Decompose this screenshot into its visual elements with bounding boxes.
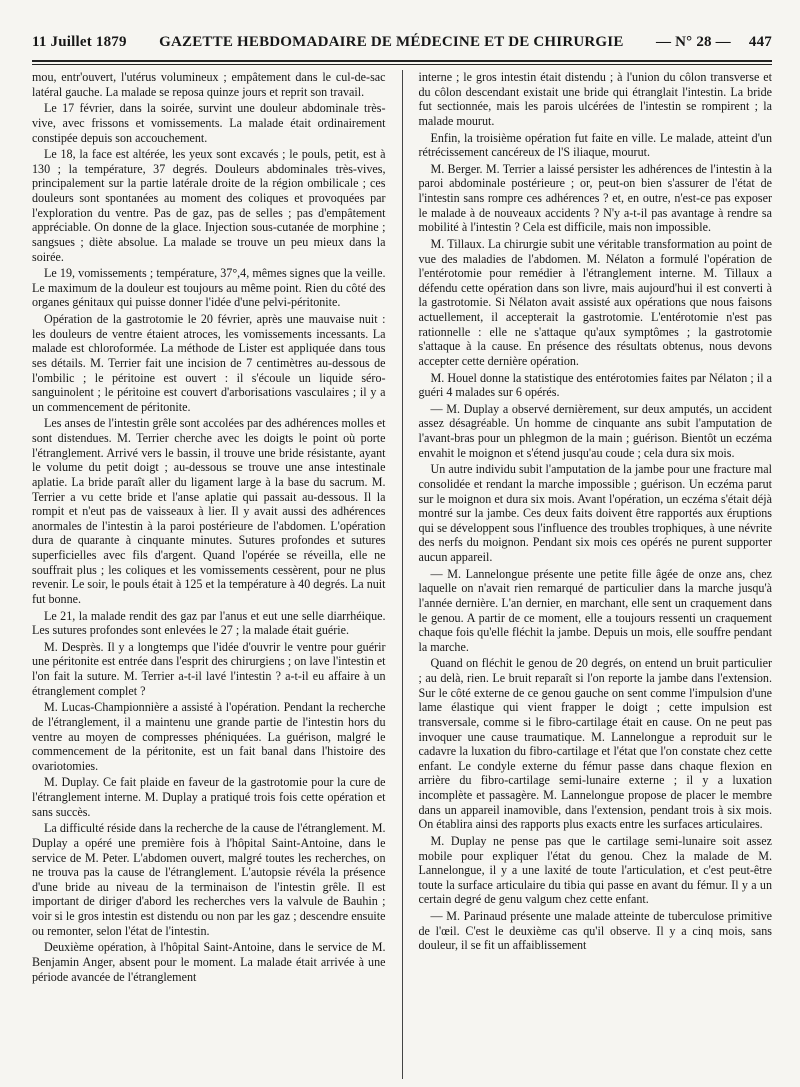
right-column — [418, 70, 772, 1079]
header-date: 11 Juillet 1879 — [32, 34, 127, 50]
paragraph: Le 19, vomissements ; température, 37°,4, mêmes signes que la veille. Le maximum de la douleur est toujours au même point. Rien du côté des organes génitaux qui puisse donner l'idée d'une pelvi-péritonite. — [32, 266, 386, 310]
paragraph: Opération de la gastrotomie le 20 février, après une mauvaise nuit : les douleurs de ventre étaient atroces, les vomissements incessants. La malade est chloroformée. La méthode de Lister est appliquée dans tous ses détails. M. Terrier fait une incision de 7 centimètres au-dessous de l'ombilic ; le péritoine est ouvert : il s'écoule un liquide séro-sanguinolent ; le péritoine est couvert d'arborisations vasculaires ; il y a un commencement de péritonite. — [32, 312, 386, 414]
paragraph: Un autre individu subit l'amputation de la jambe pour une fracture mal consolidée et rendant la marche impossible ; guérison. Un eczéma parut sur le moignon et dura six mois. Avant l'opération, un eczéma s'était déjà montré sur la jambe. Ces deux faits doivent être rapportés aux éruptions qui se développent sous l'influence des troubles trophiques, à une névrite des nerfs du moignon. Pendant six mois ces opérés ne purent supporter aucun appareil. — [418, 462, 772, 564]
column-divider — [402, 70, 403, 1079]
paragraph: M. Duplay ne pense pas que le cartilage semi-lunaire soit assez mobile pour expliquer l'état du genou. Chez la malade de M. Lannelongue, il y a une laxité de toute l'articulation, et c'est peut-être toute la surface articulaire du tibia qui passe en avant du fémur. Il y a un certain degré de genu valgum chez cette enfant. — [418, 833, 772, 907]
paragraph: Enfin, la troisième opération fut faite en ville. Le malade, atteint d'un rétrécissement cancéreux de l'S iliaque, mourut. — [418, 130, 772, 160]
paragraph: Les anses de l'intestin grêle sont accolées par des adhérences molles et sont distendues. M. Terrier cherche avec les doigts le point où porte l'étranglement. Arrivé vers le bassin, il trouve une bride résistante, ayant le volume du petit doigt ; au-dessous se trouve une anse intestinale aplatie. La bride paraît aller du ligament large à la base du sacrum. M. Terrier a vu cette bride et l'anse aplatie qui passait au-dessous. Il la rompit et n'eut pas de vaisseaux à lier. Il y avait aussi des adhérences anormales de l'intestin à la paroi postérieure de l'abdomen. L'opération dura de quarante à cinquante minutes. Sutures profondes et sutures superficielles avec fils d'argent. Quand l'opérée se réveilla, elle ne souffrait plus ; les coliques et les vomissements cessèrent, pour ne plus revenir. Le soir, le pouls était à 125 et la température à 40 degrés. La nuit fut bonne. — [32, 416, 386, 606]
paragraph: — M. Duplay a observé dernièrement, sur deux amputés, un accident assez désagréable. Un homme de cinquante ans subit l'amputation de l'avant-bras pour un phlegmon de la main ; guérison. Bientôt un eczéma envahit le moignon et s'étend jusqu'au coude ; cela dura six mois. — [418, 401, 772, 460]
header-rule-thin — [32, 64, 772, 65]
paragraph: M. Lucas-Championnière a assisté à l'opération. Pendant la recherche de l'étranglement, il a maintenu une grande partie de l'intestin hors du ventre au moyen de compresses phéniquées. La guérison, malgré le commencement de la péritonite, est un fait banal dans l'histoire des ovariotomies. — [32, 700, 386, 773]
header-issue: — N° 28 — — [655, 34, 731, 50]
header-title: GAZETTE HEBDOMADAIRE DE MÉDECINE ET DE CHIRURGIE — [159, 34, 624, 50]
paragraph: Deuxième opération, à l'hôpital Saint-Antoine, dans le service de M. Benjamin Anger, absent pour le moment. La malade était arrivée à une période avancée de l'étranglement — [32, 940, 386, 984]
left-column — [32, 70, 386, 1079]
paragraph: M. Desprès. Il y a longtemps que l'idée d'ouvrir le ventre pour guérir une péritonite est entrée dans l'esprit des chirurgiens ; on lave l'intestin et l'on fait la suture. M. Terrier a-t-il lavé l'intestin ? a-t-il eu affaire à un étranglement complet ? — [32, 639, 386, 698]
header-right — [656, 34, 772, 51]
paragraph: M. Tillaux. La chirurgie subit une véritable transformation au point de vue des maladies de l'abdomen. M. Nélaton a formulé l'opération de l'entérotomie pour remédier à l'étranglement interne. M. Tillaux a défendu cette opération dans son livre, mais aujourd'hui il est converti à la gastrotomie. Si Nélaton avait assisté aux opérations que nous faisons actuellement, il accepterait la gastrotomie. L'entérotomie n'est pas rationnelle : elle ne s'attaque qu'aux symptômes ; la gastrotomie s'attaque à la cause. En présence des résultats obtenus, nous devons accepter cette dernière opération. — [418, 236, 772, 368]
paragraph: mou, entr'ouvert, l'utérus volumineux ; empâtement dans le cul-de-sac latéral gauche. La malade se reposa quinze jours et reprit son travail. — [32, 70, 386, 99]
paragraph: Le 21, la malade rendit des gaz par l'anus et eut une selle diarrhéique. Les sutures profondes sont enlevées le 27 ; la malade était guérie. — [32, 608, 386, 638]
columns — [32, 70, 772, 1079]
paragraph: — M. Lannelongue présente une petite fille âgée de onze ans, chez laquelle on n'avait rien remarqué de particulier dans la marche jusqu'à l'année dernière. L'an dernier, en marchant, elle sent un craquement dans le genou. A partir de ce moment, elle a toujours ressenti un craquement chaque fois qu'elle fléchit la jambe. Depuis un mois, elle souffre pendant la marche. — [418, 566, 772, 654]
paragraph: M. Houel donne la statistique des entérotomies faites par Nélaton ; il a guéri 4 malades sur 6 opérés. — [418, 370, 772, 400]
header-page-number: 447 — [748, 34, 772, 50]
paragraph: Le 18, la face est altérée, les yeux sont excavés ; le pouls, petit, est à 130 ; la température, 37 degrés. Douleurs abdominales très-vives, principalement sur la partie latérale droite de la région ombilicale ; ces douleurs sont spontanées au moment des coliques et provoquées par l'exploration du ventre. Pas de gaz, pas de selles ; pas d'empâtement appréciable. On donne de la glace. Injection sous-cutanée de morphine ; sangsues ; diète absolue. La malade se trouve un peu mieux dans la soirée. — [32, 147, 386, 264]
paragraph: — M. Parinaud présente une malade atteinte de tuberculose primitive de l'œil. C'est le deuxième cas qu'il observe. Il y a cinq mois, sans douleur, il se fit un affaiblissement — [418, 909, 772, 953]
header-rule — [32, 60, 772, 62]
paragraph: M. Duplay. Ce fait plaide en faveur de la gastrotomie pour la cure de l'étranglement interne. M. Duplay a pratiqué trois fois cette opération et sans succès. — [32, 775, 386, 819]
paragraph: Quand on fléchit le genou de 20 degrés, on entend un bruit particulier ; au delà, rien. Le bruit reparaît si l'on reporte la jambe dans l'extension. Sur le côté externe de ce genou gauche on sent comme l'impulsion d'une lame élastique qui vient frapper le doigt ; cette impulsion est transversale, comme si le fibro-cartilage était en cause. On ne peut pas invoquer une cause traumatique. M. Lannelongue a reproduit sur le cadavre la luxation du fibro-cartilage et l'état que l'on constate chez cette enfant. Le condyle externe du fémur passe dans chaque flexion en arrière du fibro-cartilage semi-lunaire externe ; il y a luxation incomplète et passagère. M. Lannelongue propose de placer le membre dans un appareil inamovible, dans l'extension, pendant trois à six mois. On établira ainsi des rapports plus exacts entre les surfaces articulaires. — [418, 656, 772, 832]
running-header — [32, 34, 772, 56]
paragraph: M. Berger. M. Terrier a laissé persister les adhérences de l'intestin à la paroi abdominale postérieure ; or, peut-on bien s'assurer de l'état de l'intestin sans rompre ces adhérences ? et, en outre, n'est-ce pas exposer le malade à de nouveaux accidents ? N'y a-t-il pas avantage à rendre sa mobilité à l'intestin ? Cela est difficile, mais non impossible. — [418, 161, 772, 235]
paragraph: La difficulté réside dans la recherche de la cause de l'étranglement. M. Duplay a opéré une première fois à l'hôpital Saint-Antoine, dans le service de M. Peter. L'abdomen ouvert, malgré toutes les recherches, on ne trouva pas la cause de l'étranglement. L'autopsie révéla la présence d'une bride au niveau de la terminaison de l'intestin grêle. Il est important de diriger d'abord les recherches vers la valvule de Bauhin ; voir si le gros intestin est distendu ou non par les gaz ; descendre ensuite ou remonter, selon l'état de l'intestin. — [32, 821, 386, 938]
paragraph: interne ; le gros intestin était distendu ; à l'union du côlon transverse et du côlon descendant existait une bride qui étranglait l'intestin. La bride fut sectionnée, mais les parois ulcérées de l'intestin se rompirent ; la malade mourut. — [418, 70, 772, 128]
paragraph: Le 17 février, dans la soirée, survint une douleur abdominale très-vive, avec frissons et vomissements. La malade était ordinairement constipée depuis son accouchement. — [32, 101, 386, 145]
